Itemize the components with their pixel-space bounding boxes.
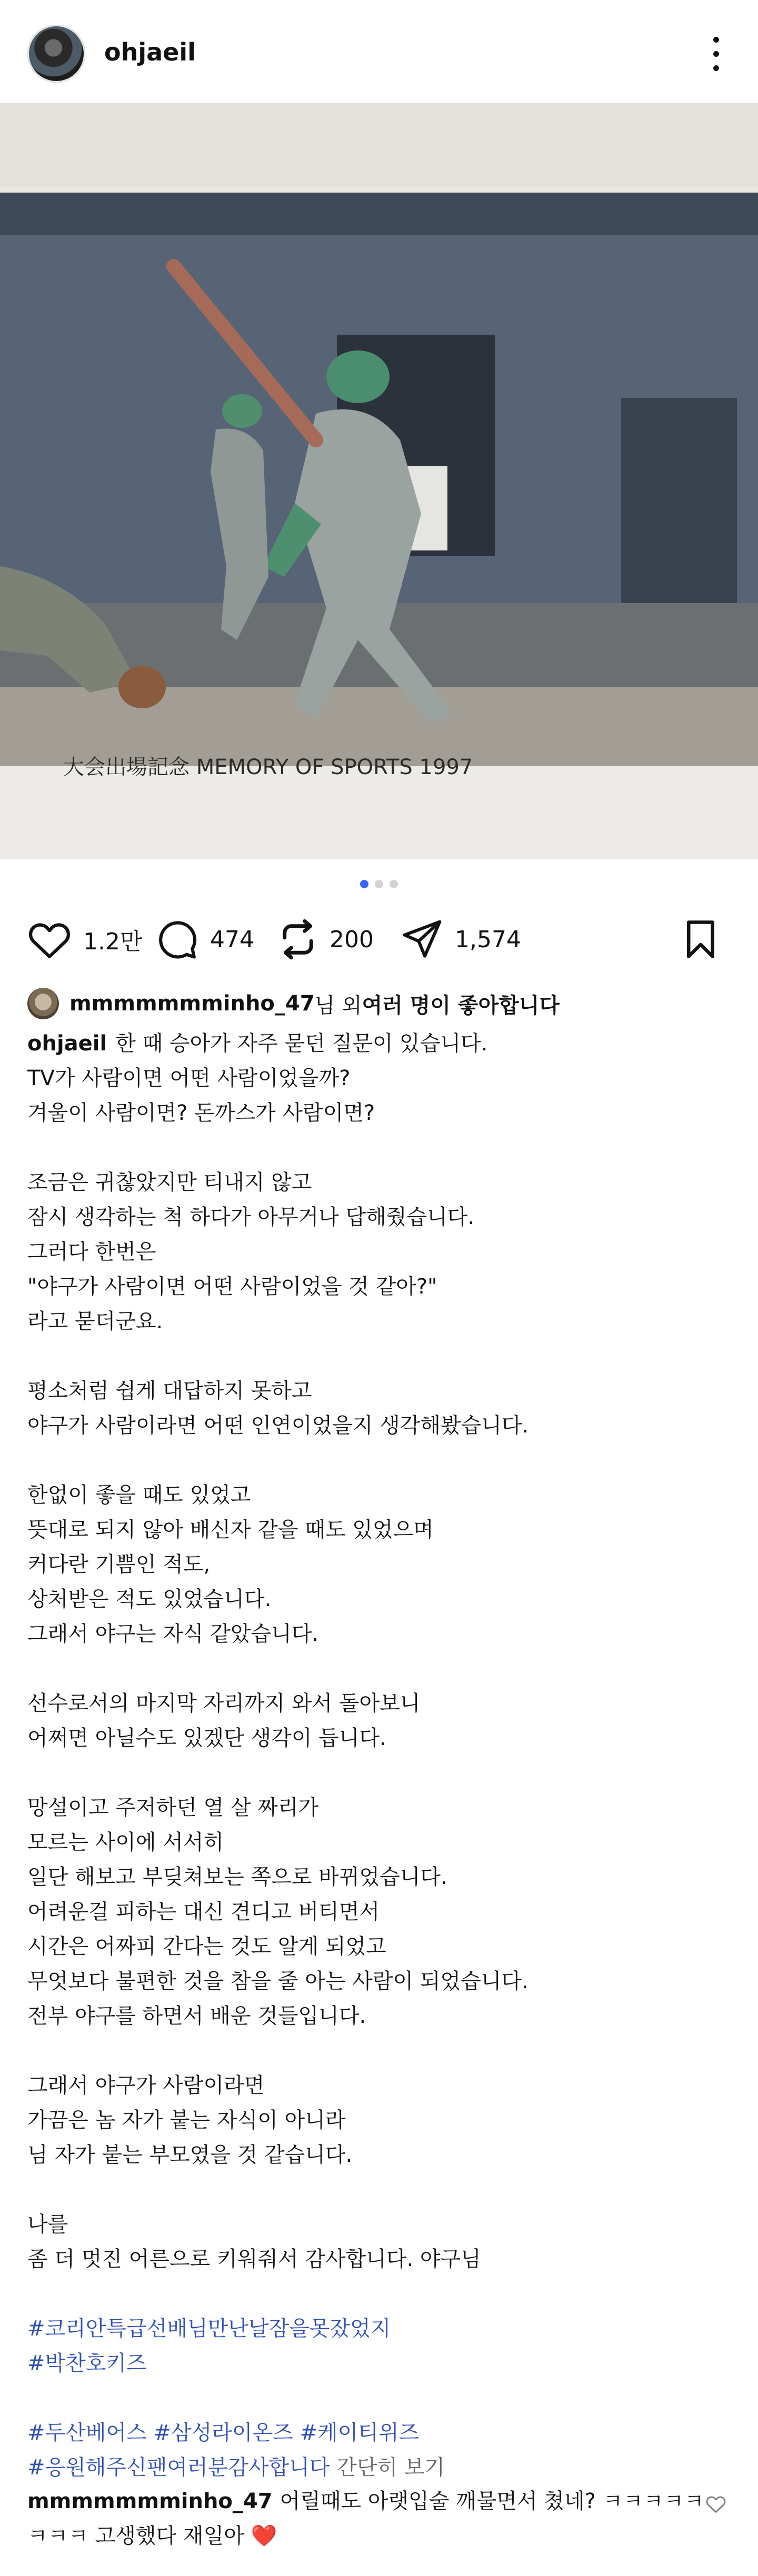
repost-button[interactable]: [278, 910, 374, 968]
more-dot: [713, 65, 719, 71]
caption-text: 한 때 승아가 자주 묻던 질문이 있습니다.: [115, 1031, 488, 1056]
blank-line: [27, 2033, 733, 2068]
comment-button[interactable]: [155, 910, 254, 968]
post-caption: [27, 1026, 733, 2485]
liker-username[interactable]: mmmmmmminho_47: [69, 991, 315, 1016]
comment-line: [27, 2519, 712, 2553]
send-icon: [401, 918, 443, 960]
caption-body: [27, 1061, 733, 2311]
bookmark-icon: [682, 919, 719, 960]
caption-line: "야구가 사람이면 어떤 사람이었을 것 같아?": [27, 1275, 437, 1299]
photo-illustration: [0, 103, 758, 859]
caption-line: 그래서 야구는 자식 같았습니다.: [27, 1622, 319, 1646]
avatar[interactable]: [27, 25, 85, 83]
comment-item: [27, 2484, 712, 2553]
caption-line: 무엇보다 불편한 것을 참을 줄 아는 사람이 되었습니다.: [27, 1969, 528, 1993]
caption-line: 어쩌면 아닐수도 있겠단 생각이 듭니다.: [27, 1726, 386, 1750]
caption-line: 뜻대로 되지 않아 배신자 같을 때도 있었으며: [27, 1518, 434, 1542]
hashtag-line: [27, 2415, 733, 2450]
caption-line: 망설이고 주저하던 열 살 짜리가: [27, 1796, 319, 1820]
caption-line: 그래서 야구가 사람이라면: [27, 2073, 265, 2098]
comment-author[interactable]: mmmmmmminho_47: [27, 2489, 273, 2513]
hashtag[interactable]: #케이티위즈: [300, 2421, 420, 2445]
post-header: [0, 0, 758, 103]
blank-line: [27, 2277, 733, 2311]
liked-by-suffix: 님 외: [314, 993, 362, 1018]
caption-line: 야구가 사람이라면 어떤 인연이었을지 생각해봤습니다.: [27, 1414, 529, 1438]
caption-line: 선수로서의 마지막 자리까지 와서 돌아보니: [27, 1691, 421, 1716]
post-photo[interactable]: [0, 103, 758, 859]
comment-text: 어릴때도 아랫입술 깨물면서 쳤네? ㅋㅋㅋㅋㅋ: [280, 2489, 704, 2513]
caption-author[interactable]: ohjaeil: [27, 1031, 107, 1056]
blank-line: [27, 1443, 733, 1478]
caption-line: 전부 야구를 하면서 배운 것들입니다.: [27, 2004, 366, 2028]
comment-like-button[interactable]: [705, 2494, 726, 2515]
comment-text-cont: ㅋㅋㅋ 고생했다 재일아: [27, 2524, 244, 2548]
hashtag[interactable]: #두산베어스: [27, 2421, 147, 2445]
caption-line: 시간은 어짜피 간다는 것도 알게 되었고: [27, 1934, 386, 1959]
caption-first-line: [27, 1026, 733, 1061]
see-less-link[interactable]: 간단히 보기: [336, 2455, 445, 2480]
blank-line: [27, 1651, 733, 1686]
caption-line: 평소처럼 쉽게 대답하지 못하고: [27, 1379, 312, 1403]
hashtag[interactable]: #코리안특급선배님만난날잠을못잤었지: [27, 2317, 391, 2341]
caption-line: 겨울이 사람이면? 돈까스가 사람이면?: [27, 1101, 375, 1125]
liked-by[interactable]: [27, 985, 560, 1022]
caption-line: 가끔은 놈 자가 붙는 자식이 아니라: [27, 2108, 346, 2132]
photo-caption: 大会出場記念 MEMORY OF SPORTS 1997: [63, 755, 473, 779]
more-dot: [713, 51, 719, 57]
blank-line: [27, 1339, 733, 1374]
caption-line: 나를: [27, 2212, 68, 2237]
repost-count: 200: [330, 926, 374, 953]
caption-line: 조금은 귀찮았지만 티내지 않고: [27, 1170, 312, 1195]
comment-line: [27, 2484, 712, 2519]
pager-dot[interactable]: [375, 880, 383, 888]
caption-line: 한없이 좋을 때도 있었고: [27, 1483, 251, 1507]
comment-count: 474: [210, 926, 254, 953]
caption-line: 상처받은 적도 있었습니다.: [27, 1587, 272, 1611]
caption-line: 그러다 한번은: [27, 1240, 156, 1264]
heart-icon: [27, 919, 72, 959]
caption-line: 잠시 생각하는 척 하다가 아무거나 답해줬습니다.: [27, 1205, 475, 1229]
blank-line: [27, 1756, 733, 1790]
header-username[interactable]: ohjaeil: [104, 38, 196, 66]
red-heart-icon: ❤️: [251, 2524, 277, 2548]
like-button[interactable]: [27, 910, 142, 968]
caption-line: 님 자가 붙는 부모였을 것 같습니다.: [27, 2143, 353, 2167]
repost-icon: [278, 918, 318, 961]
hashtag-line: [27, 2450, 733, 2485]
caption-line: 일단 해보고 부딪쳐보는 쪽으로 바뀌었습니다.: [27, 1865, 447, 1889]
small-heart-icon: [705, 2494, 726, 2513]
more-options-button[interactable]: [700, 32, 732, 76]
blank-line: [27, 2381, 733, 2415]
comment-icon: [155, 918, 198, 961]
caption-line: 좀 더 멋진 어른으로 키워줘서 감사합니다. 야구님: [27, 2247, 481, 2271]
save-button[interactable]: [682, 910, 719, 968]
carousel-pager: [0, 880, 758, 891]
hashtag[interactable]: #응원해주신팬여러분감사합니다: [27, 2455, 330, 2480]
hashtag-line: [27, 2346, 733, 2381]
caption-line: 어려운걸 피하는 대신 견디고 버티면서: [27, 1900, 380, 1924]
hashtag[interactable]: #박찬호키즈: [27, 2351, 147, 2375]
hashtag[interactable]: #삼성라이온즈: [153, 2421, 293, 2445]
hashtag-line: [27, 2311, 733, 2346]
liked-by-others[interactable]: 여러 명이 좋아합니다: [362, 993, 560, 1018]
share-count: 1,574: [455, 926, 521, 953]
pager-dot[interactable]: [390, 880, 398, 888]
pager-dot[interactable]: [360, 880, 368, 888]
blank-line: [27, 1130, 733, 1165]
like-count: 1.2만: [83, 928, 143, 955]
more-vertical-icon: [713, 37, 719, 43]
caption-line: 라고 묻더군요.: [27, 1309, 163, 1334]
action-bar: [0, 910, 758, 968]
blank-line: [27, 2172, 733, 2207]
caption-line: 모르는 사이에 서서히: [27, 1830, 224, 1855]
caption-line: TV가 사람이면 어떤 사람이었을까?: [27, 1066, 351, 1090]
caption-line: 커다란 기쁨인 적도,: [27, 1552, 211, 1577]
liker-avatar: [27, 988, 59, 1019]
share-button[interactable]: [401, 910, 521, 968]
